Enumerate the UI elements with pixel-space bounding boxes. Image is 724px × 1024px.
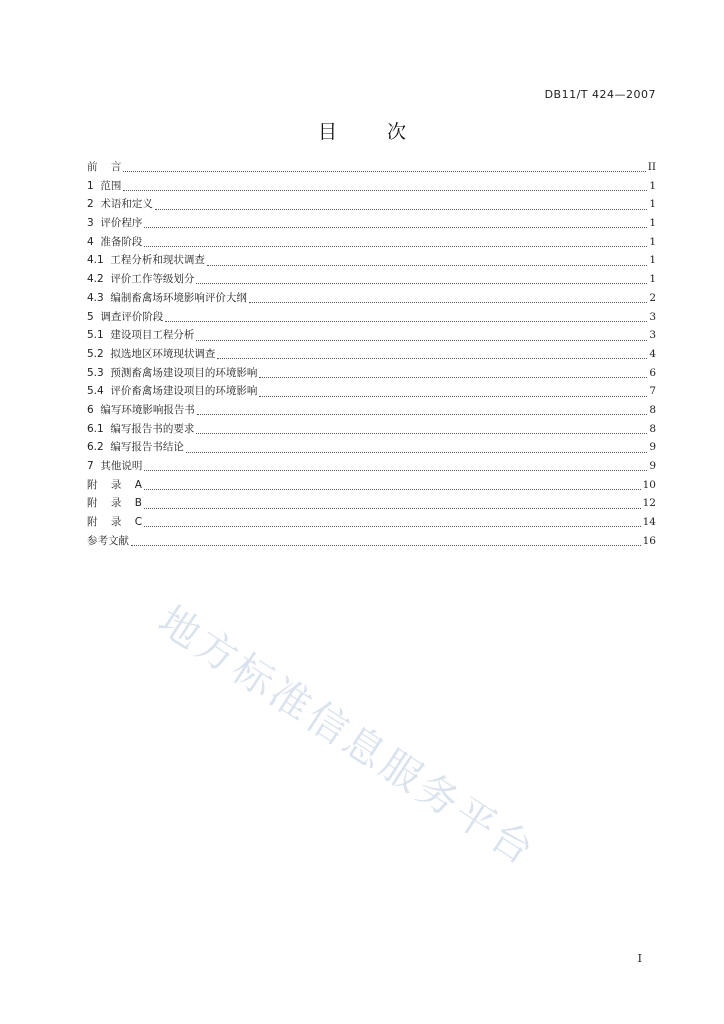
toc-entry-label: 4.2 评价工作等级划分 (87, 273, 195, 286)
toc-entry-page: 16 (642, 534, 656, 547)
toc-entry[interactable] (87, 195, 656, 214)
watermark: 地方标准信息服务平台 (150, 597, 545, 876)
toc-entry-label: 7 其他说明 (87, 460, 143, 472)
toc-entry[interactable] (87, 382, 656, 401)
toc-entry-page: 7 (649, 385, 656, 398)
toc-entry-page: 1 (649, 217, 656, 230)
toc-entry-label: 4 准备阶段 (87, 235, 143, 248)
toc-dot-leader (155, 208, 647, 210)
toc-entry-label: 5 调查评价阶段 (87, 310, 164, 323)
page-title: 目 次 (317, 121, 429, 143)
toc-dot-leader (217, 357, 647, 359)
toc-entry-label: 2 术语和定义 (87, 198, 153, 211)
toc-dot-leader (144, 226, 647, 228)
toc-dot-leader (259, 376, 647, 378)
toc-entry-page: II (647, 161, 656, 173)
toc-dot-leader (144, 488, 641, 490)
toc-entry-label: 5.2 拟选地区环境现状调查 (87, 347, 216, 360)
toc-entry-page: 1 (649, 235, 656, 248)
toc-entry[interactable] (87, 289, 656, 308)
toc-entry-page: 14 (642, 516, 656, 529)
toc-entry[interactable] (87, 251, 656, 270)
toc-entry-page: 3 (649, 310, 656, 323)
toc-entry-page: 2 (649, 291, 656, 304)
toc-entry[interactable] (87, 438, 656, 457)
toc-entry-label: 5.3 预测畜禽场建设项目的环境影响 (87, 366, 258, 379)
toc-entry-page: 1 (649, 198, 656, 211)
toc-dot-leader (249, 301, 647, 303)
toc-entry[interactable] (87, 457, 656, 476)
toc-dot-leader (259, 395, 647, 397)
toc-entry-label: 4.3 编制畜禽场环境影响评价大纲 (87, 291, 247, 304)
toc-entry-label: 3 评价程序 (87, 217, 143, 230)
toc-entry-page: 3 (649, 329, 656, 342)
toc-entry[interactable] (87, 401, 656, 420)
toc-dot-leader (196, 282, 647, 284)
toc-entry-page: 6 (649, 366, 656, 379)
toc-entry-label: 5.4 评价畜禽场建设项目的环境影响 (87, 385, 258, 398)
toc-entry-label: 附 录 B (87, 497, 142, 510)
toc-entry-page: 8 (649, 422, 656, 435)
toc-entry[interactable] (87, 513, 656, 532)
toc-entry-label: 前 言 (87, 161, 122, 173)
toc-entry[interactable] (87, 158, 656, 177)
toc-entry-page: 10 (642, 478, 656, 491)
toc-entry-label: 6.1 编写报告书的要求 (87, 422, 195, 435)
toc-entry[interactable] (87, 532, 656, 551)
toc-entry-label: 6.2 编写报告书结论 (87, 441, 184, 454)
toc-entry-page: 1 (649, 273, 656, 286)
toc-dot-leader (144, 245, 647, 247)
toc-dot-leader (144, 469, 647, 471)
toc-dot-leader (123, 170, 645, 172)
toc-dot-leader (197, 413, 647, 415)
page-number: I (637, 952, 642, 965)
toc-dot-leader (144, 507, 641, 509)
toc-dot-leader (165, 320, 647, 322)
toc-entry-page: 1 (649, 254, 656, 267)
toc-entry-page: 12 (642, 497, 656, 510)
toc-entry-label: 附 录 A (87, 478, 142, 491)
toc-entry-label: 附 录 C (87, 516, 143, 529)
document-code: DB11/T 424—2007 (544, 88, 656, 101)
toc-entry[interactable] (87, 233, 656, 252)
toc-entry-label: 参考文献 (87, 534, 129, 547)
toc-dot-leader (186, 451, 647, 453)
toc-entry-page: 8 (649, 403, 656, 416)
toc-entry-label: 4.1 工程分析和现状调查 (87, 254, 205, 267)
toc-entry[interactable] (87, 326, 656, 345)
toc-entry-label: 6 编写环境影响报告书 (87, 403, 195, 416)
toc-entry[interactable] (87, 476, 656, 495)
toc-entry-label: 5.1 建设项目工程分析 (87, 329, 195, 342)
toc-dot-leader (196, 432, 647, 434)
toc-entry-page: 9 (649, 441, 656, 454)
toc-entry[interactable] (87, 270, 656, 289)
toc-dot-leader (196, 339, 647, 341)
toc-entry[interactable] (87, 308, 656, 327)
toc-entry[interactable] (87, 345, 656, 364)
toc-entry[interactable] (87, 420, 656, 439)
toc-entry-page: 1 (649, 179, 656, 192)
toc-entry[interactable] (87, 364, 656, 383)
toc-entry-label: 1 范围 (87, 179, 122, 192)
toc-entry-page: 9 (649, 460, 656, 472)
toc-dot-leader (207, 264, 647, 266)
toc-dot-leader (123, 189, 647, 191)
toc-entry-page: 4 (649, 347, 656, 360)
toc-entry[interactable] (87, 214, 656, 233)
toc-entry[interactable] (87, 494, 656, 513)
table-of-contents (87, 158, 656, 550)
toc-dot-leader (144, 525, 641, 527)
toc-entry[interactable] (87, 177, 656, 196)
toc-dot-leader (131, 544, 641, 546)
